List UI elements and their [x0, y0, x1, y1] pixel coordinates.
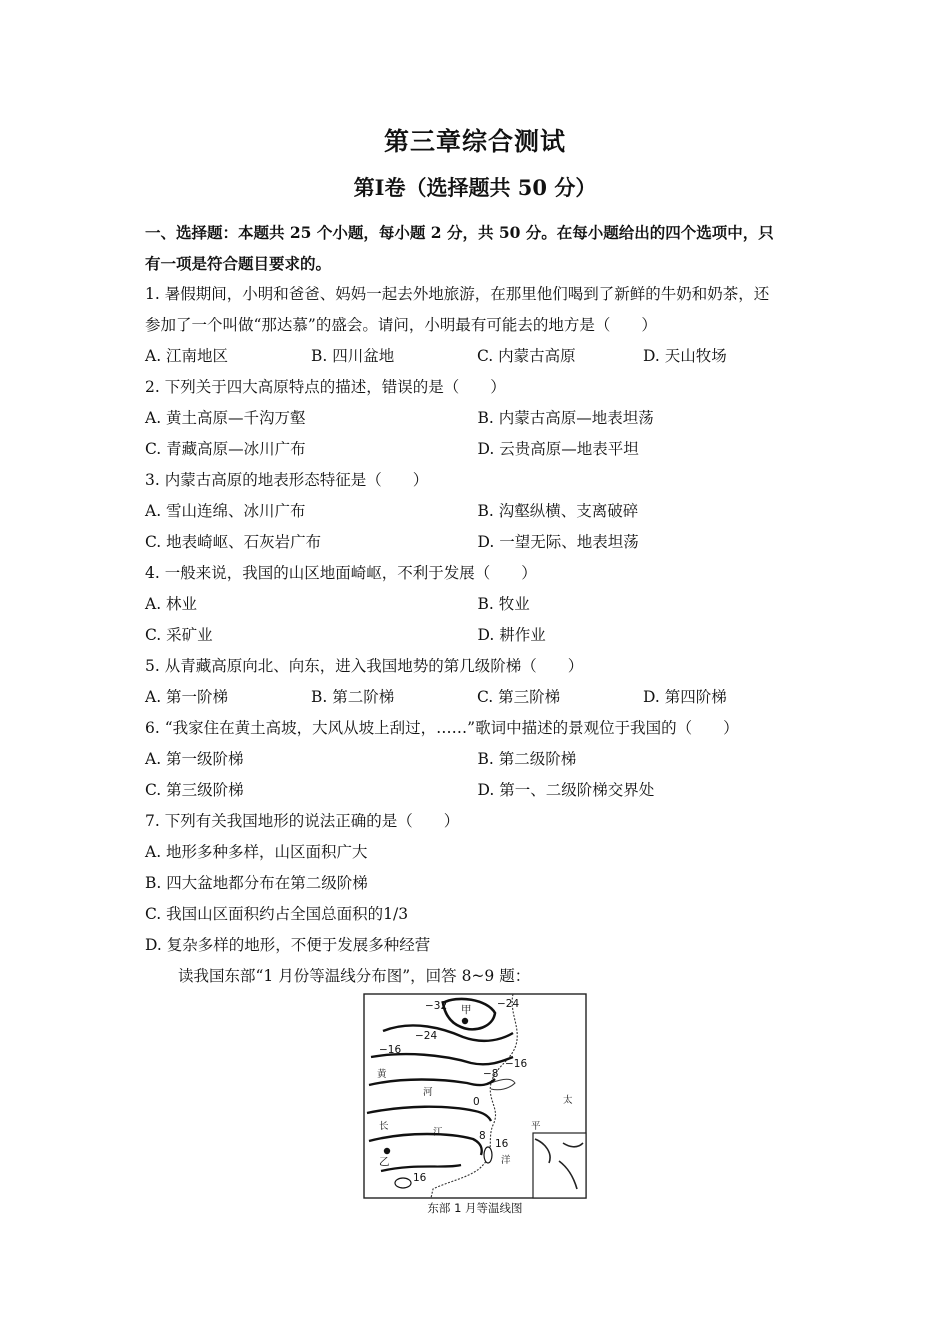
label-yang: 洋 — [501, 1155, 511, 1166]
q5-options — [145, 682, 810, 713]
q2-option-c: C. 青藏高原—冰川广布 — [145, 440, 306, 458]
question-list — [145, 217, 810, 992]
q3-options-row-1 — [145, 496, 810, 527]
q4-option-c: C. 采矿业 — [145, 626, 213, 644]
q3-option-d: D. 一望无际、地表坦荡 — [477, 533, 639, 551]
label-he: 河 — [423, 1087, 433, 1098]
hainan-island — [395, 1178, 411, 1188]
label-iso-minus-24-top: −24 — [497, 998, 520, 1010]
q2-option-b: B. 内蒙古高原—地表坦荡 — [477, 409, 654, 427]
q6-options-row-2 — [145, 775, 810, 806]
label-iso-minus-16-left: −16 — [379, 1044, 402, 1056]
q7-option-a: A. 地形多种多样，山区面积广大 — [145, 843, 368, 861]
q3-option-a: A. 雪山连绵、冰川广布 — [145, 502, 306, 520]
q4-option-a: A. 林业 — [145, 595, 198, 613]
label-jiang: 江 — [433, 1127, 443, 1138]
q5-option-b: B. 第二阶梯 — [311, 688, 395, 706]
q7-stem: 7. 下列有关我国地形的说法正确的是（ ） — [145, 812, 460, 830]
q1-options — [145, 341, 810, 372]
point-jia — [462, 1018, 468, 1024]
label-tai: 太 — [563, 1095, 573, 1106]
q7-option-c: C. 我国山区面积约占全国总面积的1/3 — [145, 905, 409, 923]
page-title: 第三章综合测试 — [383, 127, 566, 156]
q1-option-c: C. 内蒙古高原 — [477, 347, 576, 365]
q1-stem-line-1: 1. 暑假期间，小明和爸爸、妈妈一起去外地旅游，在那里他们喝到了新鲜的牛奶和奶茶，还 — [145, 285, 770, 303]
q1-option-b: B. 四川盆地 — [311, 347, 395, 365]
q2-option-a: A. 黄土高原—千沟万壑 — [145, 409, 306, 427]
q1-stem-line-2: 参加了一个叫做“那达慕”的盛会。请问，小明最有可能去的地方是（ ） — [145, 316, 657, 334]
label-chang: 长 — [379, 1121, 389, 1132]
label-iso-8: 8 — [479, 1130, 486, 1142]
map-reading-prompt: 读我国东部“1 月份等温线分布图”，回答 8~9 题： — [178, 967, 531, 985]
q7-option-b: B. 四大盆地都分布在第二级阶梯 — [145, 874, 368, 892]
q4-stem: 4. 一般来说，我国的山区地面崎岖，不利于发展（ ） — [145, 564, 537, 582]
q5-stem: 5. 从青藏高原向北、向东，进入我国地势的第几级阶梯（ ） — [145, 657, 584, 675]
label-yi: 乙 — [379, 1156, 390, 1168]
taiwan-island — [484, 1147, 492, 1163]
label-iso-16-right: 16 — [495, 1138, 509, 1150]
q4-options-row-2 — [145, 620, 810, 651]
label-iso-minus-24-mid: −24 — [415, 1030, 438, 1042]
q3-option-c: C. 地表崎岖、石灰岩广布 — [145, 533, 322, 551]
label-iso-minus-32: −32 — [425, 1000, 448, 1012]
q5-option-a: A. 第一阶梯 — [145, 688, 229, 706]
map-caption: 东部 1 月等温线图 — [427, 1201, 523, 1215]
q6-stem: 6. “我家住在黄土高坡，大风从坡上刮过，……”歌词中描述的景观位于我国的（ ） — [145, 719, 739, 737]
q2-option-d: D. 云贵高原—地表平坦 — [477, 440, 639, 458]
q7-option-d: D. 复杂多样的地形，不便于发展多种经营 — [145, 936, 431, 954]
q6-option-a: A. 第一级阶梯 — [145, 750, 244, 768]
label-huang: 黄 — [377, 1069, 387, 1080]
q5-option-c: C. 第三阶梯 — [477, 688, 561, 706]
q5-option-d: D. 第四阶梯 — [643, 688, 727, 706]
q6-option-c: C. 第三级阶梯 — [145, 781, 244, 799]
section-instruction-line-2: 有一项是符合题目要求的。 — [145, 254, 332, 273]
q2-options-row-2 — [145, 434, 810, 465]
page-subtitle: 第Ⅰ卷（选择题共 50 分） — [353, 175, 597, 200]
label-iso-0: 0 — [473, 1096, 480, 1108]
q2-options-row-1 — [145, 403, 810, 434]
label-jia: 甲 — [461, 1004, 472, 1016]
q4-option-b: B. 牧业 — [477, 595, 530, 613]
label-iso-16-bottom: 16 — [413, 1172, 427, 1184]
q2-stem: 2. 下列关于四大高原特点的描述，错误的是（ ） — [145, 378, 506, 396]
isotherm-map — [363, 993, 587, 1199]
q6-option-d: D. 第一、二级阶梯交界处 — [477, 781, 655, 799]
q6-option-b: B. 第二级阶梯 — [477, 750, 577, 768]
q6-options-row-1 — [145, 744, 810, 775]
q3-option-b: B. 沟壑纵横、支离破碎 — [477, 502, 639, 520]
q3-stem: 3. 内蒙古高原的地表形态特征是（ ） — [145, 471, 429, 489]
q4-option-d: D. 耕作业 — [477, 626, 546, 644]
point-yi — [384, 1148, 390, 1154]
q4-options-row-1 — [145, 589, 810, 620]
q1-option-d: D. 天山牧场 — [643, 347, 727, 365]
q3-options-row-2 — [145, 527, 810, 558]
label-iso-minus-16-right: −16 — [505, 1058, 528, 1070]
section-instruction-line-1: 一、选择题：本题共 25 个小题，每小题 2 分，共 50 分。在每小题给出的四个选项中，只 — [145, 223, 774, 242]
q1-option-a: A. 江南地区 — [145, 347, 229, 365]
label-iso-minus-8: −8 — [483, 1068, 499, 1080]
label-ping: 平 — [531, 1121, 541, 1132]
